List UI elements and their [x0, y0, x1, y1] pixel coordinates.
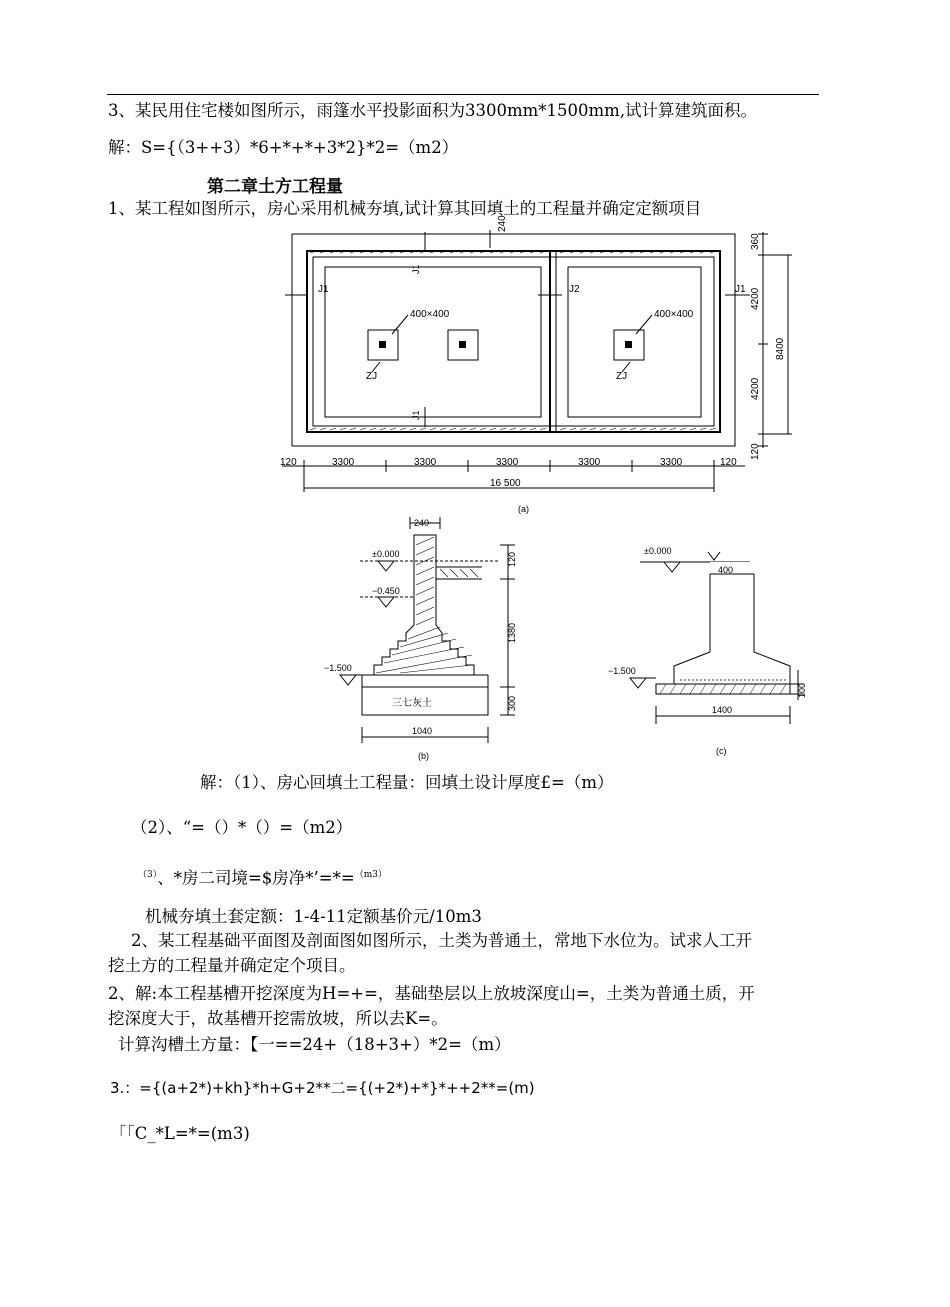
right-dim: 4200	[750, 377, 761, 400]
calc-line-2: 3.：={(a+2*)+kh}*h+G+2**二={(+2*)+*}*++2**=(m)	[110, 1079, 535, 1097]
section-mark: J1	[411, 264, 421, 274]
question-2-line1: 2、某工程基础平面图及剖面图如图所示，土类为普通土，常地下水位为。试求人工开	[131, 931, 752, 950]
dim-label: 100	[797, 682, 807, 698]
bottom-dim: 3300	[414, 457, 437, 468]
question-3: 3、某民用住宅楼如图所示，雨篷水平投影面积为3300mm*1500mm,试计算建筑面积。	[108, 101, 758, 120]
solution-3: 解：S={（3++3）*6+*+*+3*2}*2=（m2）	[108, 138, 459, 157]
wall-width: 240	[414, 518, 430, 528]
bottom-dim: 3300	[496, 457, 519, 468]
bottom-dim: 120	[280, 457, 297, 468]
column-size-label: 400×400	[654, 309, 694, 320]
figure-b-section	[300, 515, 530, 765]
solution-1-step1: 解：（1）、房心回填土工程量：回填土设计厚度£=（m）	[200, 773, 614, 792]
total-dim: 16 500	[490, 478, 521, 489]
bottom-dim: 3300	[578, 457, 601, 468]
question-2-line2: 挖土方的工程量并确定定个项目。	[108, 956, 356, 975]
calc-line-3: 「「C_*L=*=(m3)	[110, 1124, 250, 1143]
solution-1-step3: $^{(3)}$、*房二司境=$房净*’=*=$^{(m3)}$	[138, 868, 387, 888]
elevation-label: −1.500	[608, 666, 636, 676]
bottom-dim: 3300	[660, 457, 683, 468]
figure-caption: (b)	[418, 751, 429, 761]
figure-caption: (c)	[716, 746, 727, 756]
section-mark: J1	[318, 284, 329, 295]
chapter-title: 第二章土方工程量	[207, 177, 343, 197]
elevation-label: ±0.000	[372, 549, 400, 559]
solution-2-line2: 挖深度大于，故基槽开挖需放坡，所以去K=。	[108, 1009, 448, 1028]
column-label: ZJ	[616, 371, 628, 382]
wall-dim: 240	[497, 215, 508, 232]
top-rule	[107, 94, 819, 95]
right-dim: 4200	[750, 287, 761, 310]
section-mark: J1	[735, 284, 746, 295]
column-label: ZJ	[366, 371, 378, 382]
column-width: 400	[718, 565, 734, 575]
right-dim: 120	[750, 443, 761, 460]
base-material: 三七灰土	[392, 698, 432, 709]
dim-label: 300	[507, 695, 517, 711]
bottom-dim: 3300	[332, 457, 355, 468]
section-mark: J1	[411, 410, 421, 420]
base-width: 1040	[412, 726, 433, 736]
outer-boundary	[292, 234, 735, 446]
section-mark: J2	[569, 284, 580, 295]
quota-line: 机械夯填土套定额：1-4-11定额基价元/10m3	[145, 907, 482, 926]
solution-1-step2: （2）、“=（）*（）=（m2）	[131, 818, 353, 837]
solution-2-line1: 2、解:本工程基槽开挖深度为H=+=，基础垫层以上放坡深度山=，土类为普通土质，开	[108, 984, 755, 1003]
base-width: 1400	[712, 705, 733, 715]
figure-a-plan	[280, 215, 800, 518]
calc-line-1: 计算沟槽土方量：【一==24+（18+3+）*2=（m）	[118, 1035, 511, 1054]
figure-caption: (a)	[518, 504, 529, 514]
dim-label: 1380	[507, 622, 517, 643]
column-size-label: 400×400	[410, 309, 450, 320]
dim-label: 120	[507, 551, 517, 567]
right-dim-total: 8400	[775, 337, 786, 360]
elevation-label: ±0.000	[644, 546, 672, 556]
question-1: 1、某工程如图所示，房心采用机械夯填,试计算其回填土的工程量并确定定额项目	[108, 199, 702, 218]
right-dim: 360	[750, 233, 761, 250]
figure-c-section	[600, 540, 807, 762]
elevation-label: −1.500	[324, 663, 352, 673]
bottom-dim: 120	[720, 457, 737, 468]
elevation-label: −0.450	[372, 586, 400, 596]
